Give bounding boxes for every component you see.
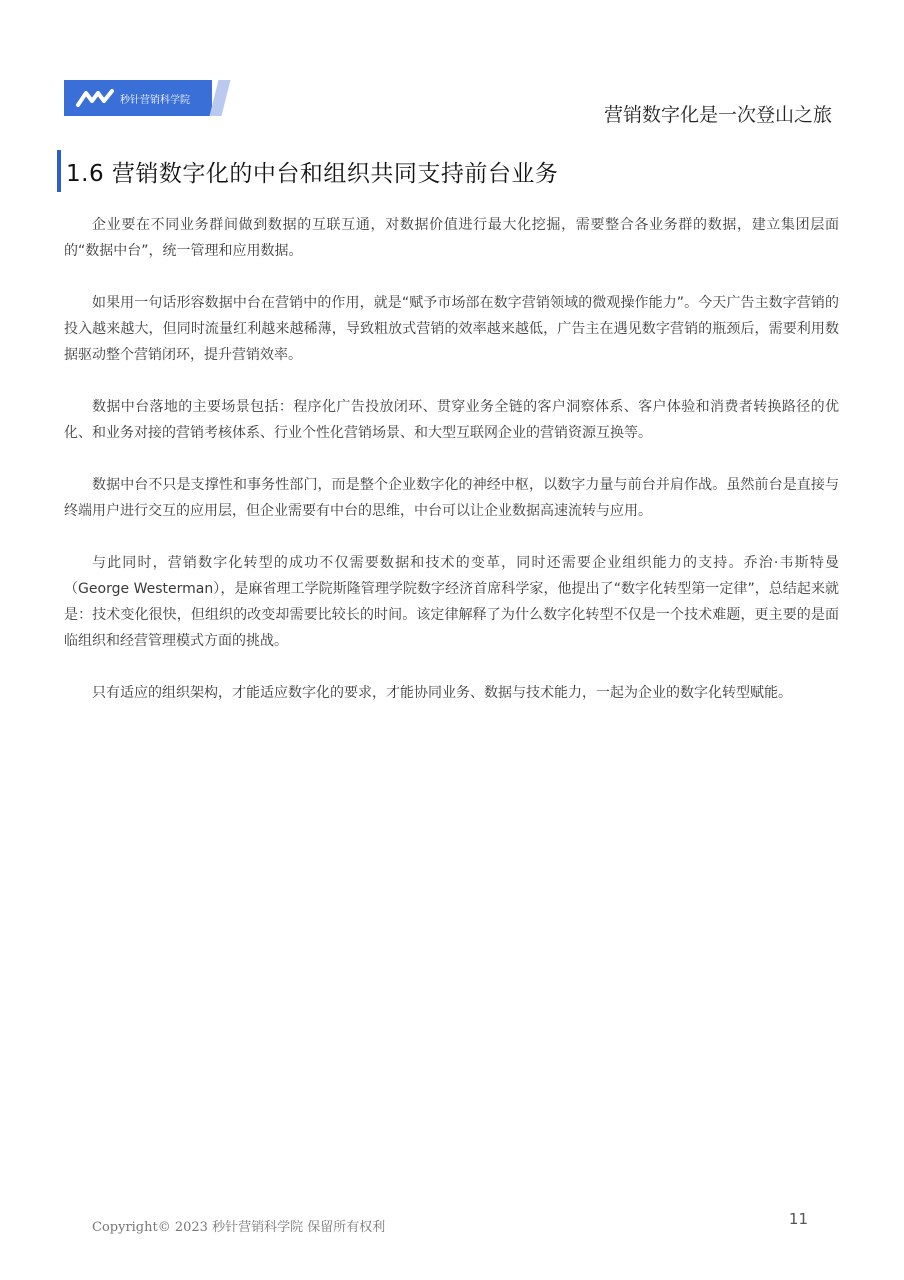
brand-logo — [64, 80, 212, 116]
body-content — [64, 212, 839, 732]
page-number: 11 — [788, 1210, 808, 1228]
logo-text: 秒针营销科学院 — [120, 94, 190, 106]
paragraph: 如果用一句话形容数据中台在营销中的作用，就是“赋予市场部在数字营销领域的微观操作能力”。今天广告主数字营销的投入越来越大，但同时流量红利越来越稀薄，导致粗放式营销的效率越来越低，广告主在遇见数字营销的瓶颈后，需要利用数据驱动整个营销闭环，提升营销效率。 — [64, 295, 839, 363]
paragraph: 只有适应的组织架构，才能适应数字化的要求，才能协同业务、数据与技术能力，一起为企业的数字化转型赋能。 — [92, 685, 792, 701]
section-accent-bar — [57, 150, 61, 192]
logo-mark-icon — [76, 87, 114, 109]
paragraph: 与此同时，营销数字化转型的成功不仅需要数据和技术的变革，同时还需要企业组织能力的支持。乔治·韦斯特曼（George Westerman），是麻省理工学院斯隆管理学院数字经济首席科学家，他提出了“数字化转型第一定律”，总结起来就是：技术变化很快，但组织的改变却需要比较长的时间。该定律解释了为什么数字化转型不仅是一个技术难题，更主要的是面临组织和经营管理模式方面的挑战。 — [64, 555, 839, 649]
copyright-notice: Copyright© 2023 秒针营销科学院 保留所有权利 — [92, 1220, 386, 1235]
paragraph: 企业要在不同业务群间做到数据的互联互通，对数据价值进行最大化挖掘，需要整合各业务群的数据，建立集团层面的“数据中台”，统一管理和应用数据。 — [64, 217, 839, 259]
paragraph: 数据中台落地的主要场景包括：程序化广告投放闭环、贯穿业务全链的客户洞察体系、客户体验和消费者转换路径的优化、和业务对接的营销考核体系、行业个性化营销场景、和大型互联网企业的营销资源互换等。 — [64, 399, 839, 441]
page-header-title: 营销数字化是一次登山之旅 — [603, 104, 832, 126]
paragraph: 数据中台不只是支撑性和事务性部门，而是整个企业数字化的神经中枢，以数字力量与前台并肩作战。虽然前台是直接与终端用户进行交互的应用层，但企业需要有中台的思维，中台可以让企业数据高速流转与应用。 — [64, 477, 839, 519]
logo-decoration — [210, 80, 231, 116]
section-title: 1.6 营销数字化的中台和组织共同支持前台业务 — [66, 161, 559, 187]
